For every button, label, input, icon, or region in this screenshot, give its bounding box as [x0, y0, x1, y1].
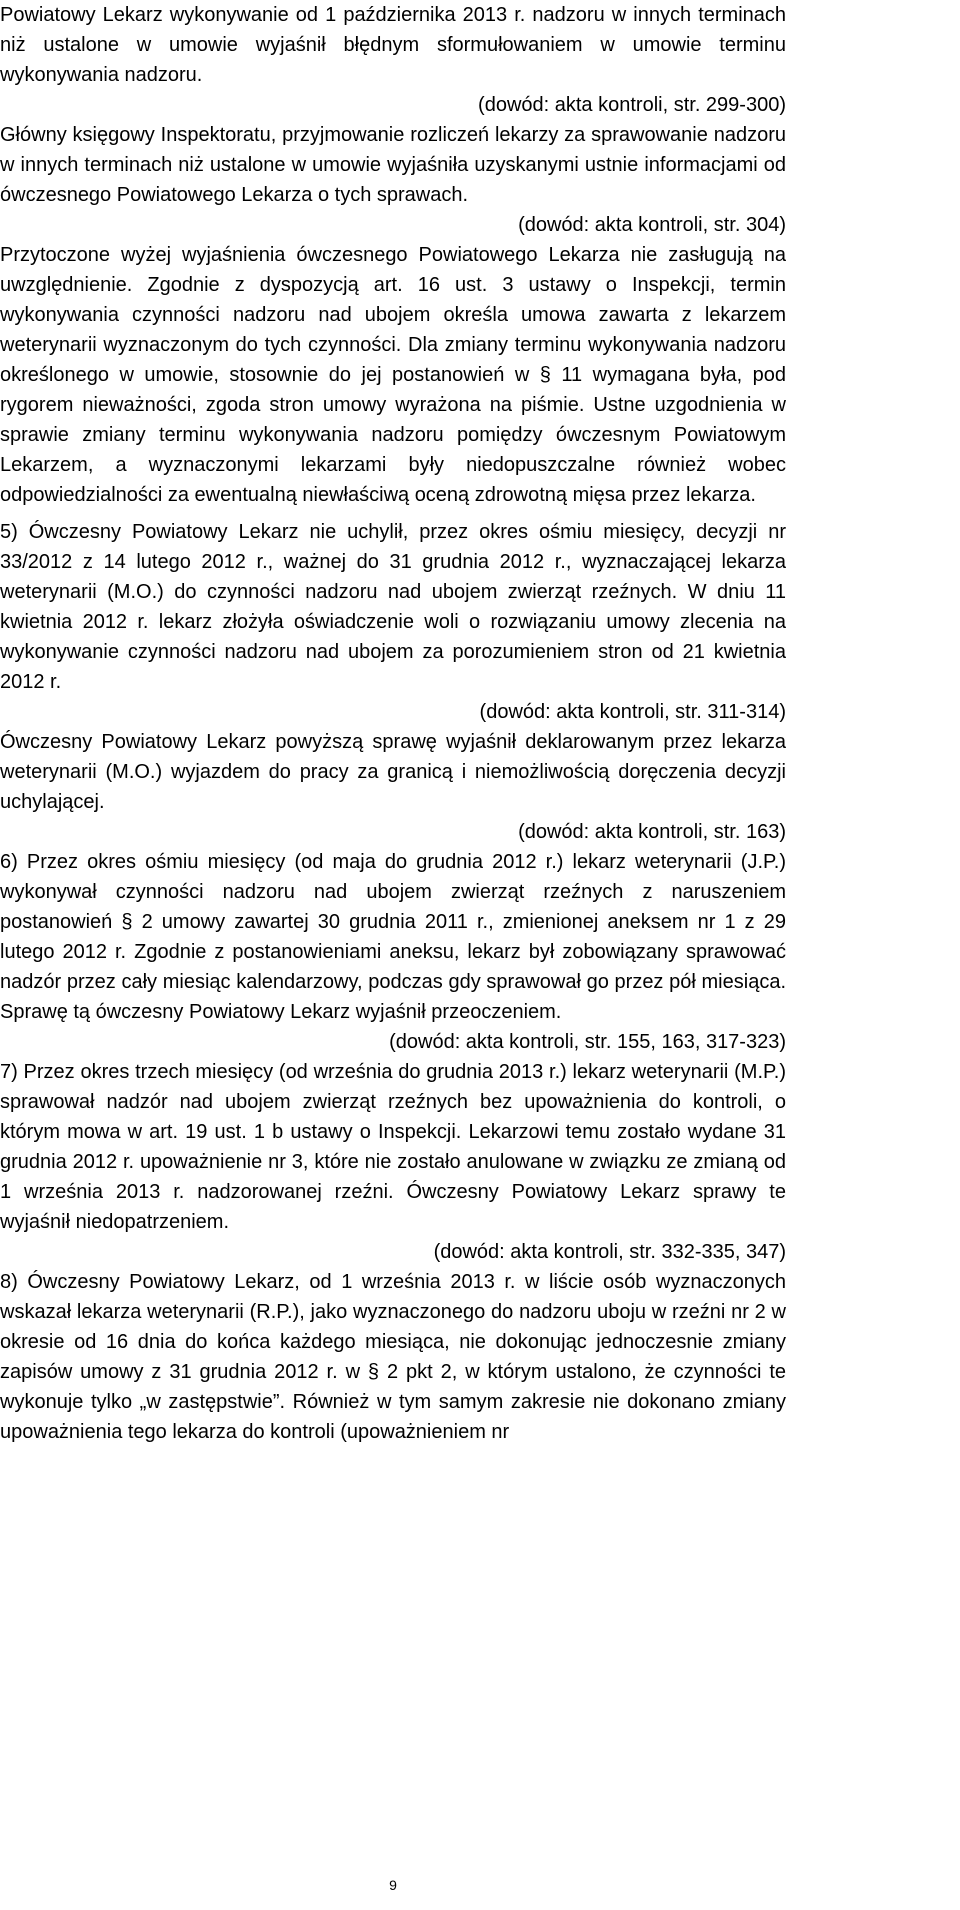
paragraph: 5) Ówczesny Powiatowy Lekarz nie uchylił, przez okres ośmiu miesięcy, decyzji nr 33/2012 z 14 lutego 2012 r., ważnej do 31 grudnia 2012 r., wyznaczającej lekarza weterynarii (M.O.) do czynności nadzoru nad ubojem zwierząt rzeźnych. W dniu 11 kwietnia 2012 r. lekarz złożyła oświadczenie woli o rozwiązaniu umowy zlecenia na wykonywanie czynności nadzoru nad ubojem za porozumieniem stron od 21 kwietnia 2012 r.	[0, 521, 786, 693]
evidence-reference: (dowód: akta kontroli, str. 304)	[518, 214, 786, 236]
paragraph: Ówczesny Powiatowy Lekarz powyższą sprawę wyjaśnił deklarowanym przez lekarza weterynarii (M.O.) wyjazdem do pracy za granicą i niemożliwością doręczenia decyzji uchylającej.	[0, 731, 786, 813]
paragraph: Przytoczone wyżej wyjaśnienia ówczesnego Powiatowego Lekarza nie zasługują na uwzględnienie. Zgodnie z dyspozycją art. 16 ust. 3 ustawy o Inspekcji, termin wykonywania czynności nadzoru nad ubojem określa umowa zawarta z lekarzem weterynarii wyznaczonym do tych czynności. Dla zmiany terminu wykonywania nadzoru określonego w umowie, stosownie do jej postanowień w § 11 wymagana była, pod rygorem nieważności, zgoda stron umowy wyrażona na piśmie. Ustne uzgodnienia w sprawie zmiany terminu wykonywania nadzoru pomiędzy ówczesnym Powiatowym Lekarzem, a wyznaczonymi lekarzami były niedopuszczalne również wobec odpowiedzialności za ewentualną niewłaściwą oceną zdrowotną mięsa przez lekarza.	[0, 244, 786, 506]
paragraph: 8) Ówczesny Powiatowy Lekarz, od 1 września 2013 r. w liście osób wyznaczonych wskazał lekarza weterynarii (R.P.), jako wyznaczonego do nadzoru uboju w rzeźni nr 2 w okresie od 16 dnia do końca każdego miesiąca, nie dokonując jednoczesnie zmiany zapisów umowy z 31 grudnia 2012 r. w § 2 pkt 2, w którym ustalono, że czynności te wykonuje tylko „w zastępstwie”. Również w tym samym zakresie nie dokonano zmiany upoważnienia tego lekarza do kontroli (upoważnieniem nr	[0, 1271, 786, 1443]
evidence-reference: (dowód: akta kontroli, str. 311-314)	[479, 701, 786, 723]
paragraph: Powiatowy Lekarz wykonywanie od 1 października 2013 r. nadzoru w innych terminach niż ustalone w umowie wyjaśnił błędnym sformułowaniem w umowie terminu wykonywania nadzoru.	[0, 4, 786, 86]
evidence-reference: (dowód: akta kontroli, str. 332-335, 347)	[433, 1241, 786, 1263]
evidence-reference: (dowód: akta kontroli, str. 299-300)	[478, 94, 786, 116]
paragraph: 7) Przez okres trzech miesięcy (od września do grudnia 2013 r.) lekarz weterynarii (M.P.) sprawował nadzór nad ubojem zwierząt rzeźnych bez upoważnienia do kontroli, o którym mowa w art. 19 ust. 1 b ustawy o Inspekcji. Lekarzowi temu zostało wydane 31 grudnia 2012 r. upoważnienie nr 3, które nie zostało anulowane w związku ze zmianą od 1 września 2013 r. nadzorowanej rzeźni. Ówczesny Powiatowy Lekarz sprawy te wyjaśnił niedopatrzeniem.	[0, 1061, 786, 1233]
evidence-reference: (dowód: akta kontroli, str. 155, 163, 317-323)	[389, 1031, 786, 1053]
evidence-reference: (dowód: akta kontroli, str. 163)	[518, 821, 786, 843]
spacer	[0, 510, 786, 517]
page-number: 9	[389, 1877, 397, 1893]
paragraph: 6) Przez okres ośmiu miesięcy (od maja do grudnia 2012 r.) lekarz weterynarii (J.P.) wykonywał czynności nadzoru nad ubojem zwierząt rzeźnych z naruszeniem postanowień § 2 umowy zawartej 30 grudnia 2011 r., zmienionej aneksem nr 1 z 29 lutego 2012 r. Zgodnie z postanowieniami aneksu, lekarz był zobowiązany sprawować nadzór przez cały miesiąc kalendarzowy, podczas gdy sprawował go przez pół miesiąca. Sprawę tą ówczesny Powiatowy Lekarz wyjaśnił przeoczeniem.	[0, 851, 786, 1023]
paragraph: Główny księgowy Inspektoratu, przyjmowanie rozliczeń lekarzy za sprawowanie nadzoru w innych terminach niż ustalone w umowie wyjaśniła uzyskanymi ustnie informacjami od ówczesnego Powiatowego Lekarza o tych sprawach.	[0, 124, 786, 206]
